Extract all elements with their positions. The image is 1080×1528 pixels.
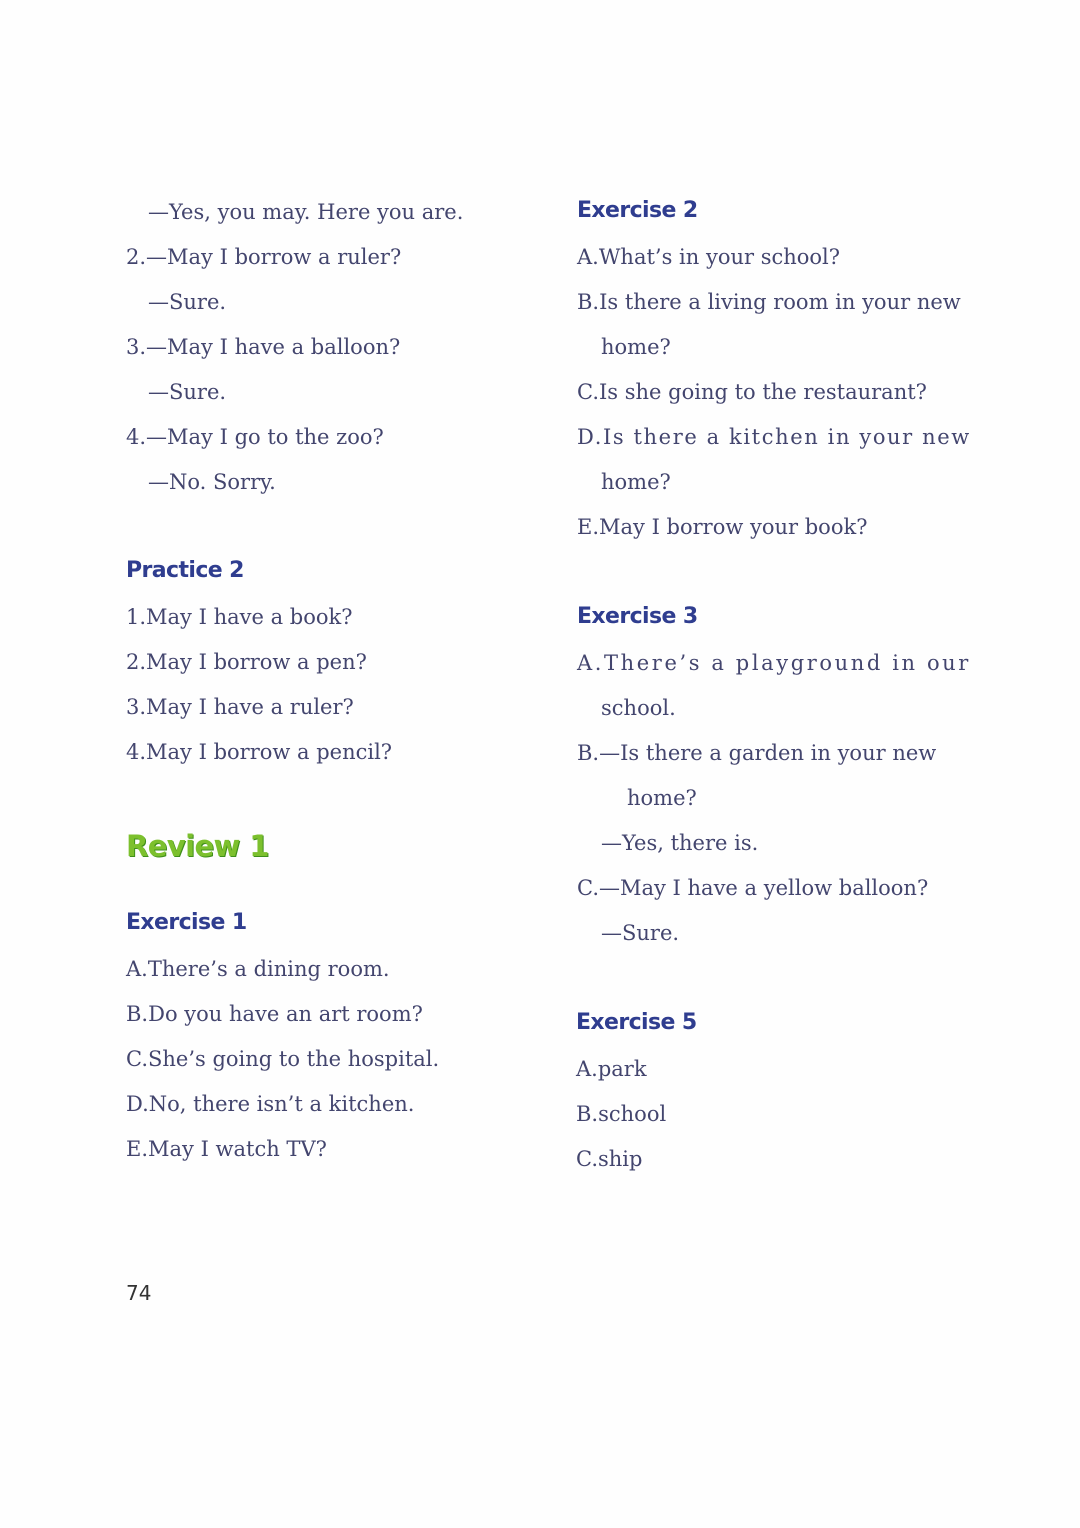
practice-2-heading: Practice 2 [126, 558, 244, 583]
answer-line: A.park [576, 1057, 647, 1081]
exercise-5-heading: Exercise 5 [576, 1010, 697, 1035]
exercise-3-heading: Exercise 3 [577, 604, 698, 629]
answer-line: C.Is she going to the restaurant? [577, 380, 927, 404]
answer-line: 4.—May I go to the zoo? [126, 425, 384, 449]
page-number: 74 [126, 1281, 152, 1305]
answer-line: 2.May I borrow a pen? [126, 650, 367, 674]
answer-line: B.—Is there a garden in your new [577, 741, 937, 765]
answer-line: A.There’s a dining room. [126, 957, 390, 981]
answer-line: E.May I borrow your book? [577, 515, 868, 539]
answer-line: home? [627, 786, 697, 810]
answer-line: —Sure. [148, 290, 227, 314]
answer-line: home? [601, 335, 671, 359]
answer-line: 2.—May I borrow a ruler? [126, 245, 402, 269]
answer-line: C.ship [576, 1147, 643, 1171]
answer-line: C.She’s going to the hospital. [126, 1047, 440, 1071]
answer-line: —Yes, there is. [601, 831, 759, 855]
answer-line: A.What’s in your school? [577, 245, 841, 269]
answer-line: —Sure. [601, 921, 680, 945]
answer-line: —Yes, you may. Here you are. [148, 200, 464, 224]
answer-line: —Sure. [148, 380, 227, 404]
answer-line: school. [601, 696, 676, 720]
answer-line: 4.May I borrow a pencil? [126, 740, 393, 764]
exercise-1-heading: Exercise 1 [126, 910, 247, 935]
exercise-2-heading: Exercise 2 [577, 198, 698, 223]
answer-line: B.Do you have an art room? [126, 1002, 423, 1026]
answer-line: B.school [576, 1102, 667, 1126]
answer-line: E.May I watch TV? [126, 1137, 327, 1161]
answer-line: C.—May I have a yellow balloon? [577, 876, 929, 900]
answer-line: B.Is there a living room in your new [577, 290, 961, 314]
answer-line: D.No, there isn’t a kitchen. [126, 1092, 415, 1116]
answer-line: 3.—May I have a balloon? [126, 335, 401, 359]
answer-line: 1.May I have a book? [126, 605, 353, 629]
review-1-heading: Review 1 [126, 829, 269, 863]
answer-line: A.There’s a playground in our [577, 651, 971, 675]
answer-line: D.Is there a kitchen in your new [577, 425, 971, 449]
answer-line: home? [601, 470, 671, 494]
answer-line: —No. Sorry. [148, 470, 276, 494]
answer-line: 3.May I have a ruler? [126, 695, 354, 719]
